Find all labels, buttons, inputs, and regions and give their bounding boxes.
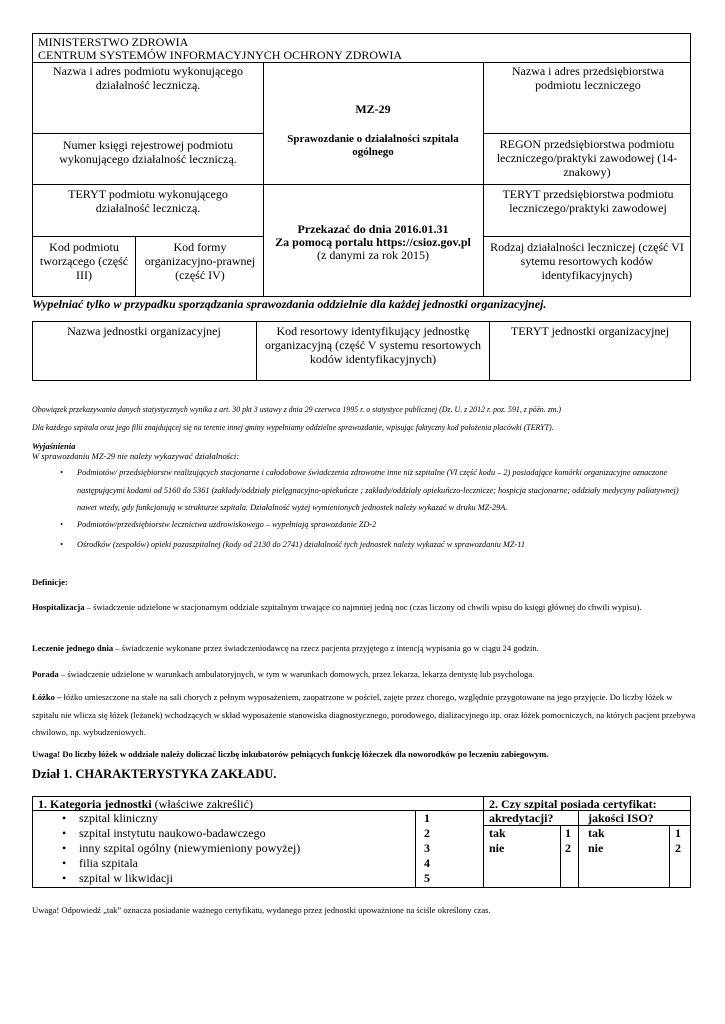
q2-title: 2. Czy szpital posiada certyfikat: <box>489 797 657 811</box>
header-divider <box>32 62 691 63</box>
category-code[interactable]: 1 <box>424 811 430 825</box>
header-vline-right <box>483 62 484 297</box>
portal-text: Za pomocą portalu https://csioz.gov.pl <box>275 235 471 249</box>
section1-title: Dział 1. CHARAKTERYSTYKA ZAKŁADU. <box>32 767 277 781</box>
left-hline-1 <box>32 133 263 134</box>
obligation-text: Obowiązek przekazywania danych statystycznych wynika z art. 30 pkt 3 ustawy z dnia 29 czerwca 1995 r. o statystyce publicznej (Dz. U. z 2012 r. poz. 591, z późn. zm.) <box>32 405 562 414</box>
definition-one-day <box>32 640 696 658</box>
iso-yes[interactable]: tak <box>588 826 605 840</box>
register-book-number-label: Numer księgi rejestrowej podmiotu wykonującego działalność leczniczą. <box>59 138 237 166</box>
form-code: MZ-29 <box>355 102 391 116</box>
q1-note: (właściwe zakreślić) <box>151 797 253 811</box>
enterprise-name-address-label: Nazwa i adres przedsiębiorstwa podmiotu leczniczego <box>511 64 665 92</box>
category-options <box>62 811 412 886</box>
category-code[interactable]: 4 <box>424 856 430 870</box>
definition-term: Łóżko – <box>32 692 64 702</box>
category-option-clinical[interactable]: • szpital kliniczny <box>62 811 412 826</box>
beds-warning: Uwaga! Do liczby łóżek w oddziale należy doliczać liczbę inkubatorów pełniących funkcję łóżeczek dla noworodków po leczeniu zabiegowym. <box>32 749 549 759</box>
s1-vline-iso <box>578 810 579 888</box>
enterprise-teryt-label: TERYT przedsiębiorstwa podmiotu leczniczego/praktyki zawodowej <box>502 187 674 215</box>
form-title: Sprawozdanie o działalności szpitala ogólnego <box>287 133 459 158</box>
entity-teryt-label: TERYT podmiotu wykonującego działalność leczniczą. <box>68 187 228 215</box>
definition-text: – świadczenie wykonane przez świadczeniodawcę na rzecz pacjenta przyjętego z intencją wypisania go w ciągu 24 godzin. <box>113 643 539 653</box>
definitions-title: Definicje: <box>32 577 68 587</box>
creator-code-label: Kod podmiotu tworzącego (część III) <box>39 240 129 282</box>
category-option-liquidation[interactable]: • szpital w likwidacji <box>62 871 412 886</box>
unit-vline-1 <box>256 321 257 381</box>
category-option-branch[interactable]: • filia szpitala <box>62 856 412 871</box>
category-code[interactable]: 3 <box>424 841 430 855</box>
explanations-intro: W sprawozdaniu MZ-29 nie należy wykazywać działalności: <box>32 451 240 461</box>
left-hline-2 <box>32 184 263 185</box>
unit-note: Wypełniać tylko w przypadku sporządzania sprawozdania oddzielnie dla każdej jednostki organizacyjnej. <box>32 297 547 311</box>
accreditation-no[interactable]: nie <box>489 841 505 855</box>
entity-name-address-label: Nazwa i adres podmiotu wykonującego działalność leczniczą. <box>53 64 243 92</box>
category-code[interactable]: 5 <box>424 871 430 885</box>
accreditation-code-no[interactable]: 2 <box>565 841 571 855</box>
definition-hospitalization <box>32 599 696 617</box>
right-hline-2 <box>483 184 691 185</box>
explanation-item: • Podmiotów/przedsiębiorstw lecznictwa uzdrowiskowego – wypełniają sprawozdanie ZD-2 <box>60 516 694 534</box>
iso-no[interactable]: nie <box>588 841 604 855</box>
right-hline-1 <box>483 133 691 134</box>
activity-kind-label: Rodzaj działalności leczniczej (część VI sytemu resortowych kodów identyfikacyjnych) <box>490 240 684 282</box>
unit-name-label: Nazwa jednostki organizacyjnej <box>67 324 221 338</box>
each-hospital-text: Dla każdego szpitala oraz jego filii znajdującej się na terenie innej gminy wypełniamy oddzielne sprawozdanie, wpisując faktyczny kod położenia placówki (TERYT). <box>32 423 554 432</box>
legal-form-code-label: Kod formy organizacyjno-prawnej (część IV) <box>144 240 256 282</box>
definition-term: Leczenie jednego dnia <box>32 643 114 653</box>
s1-vline-iso-code <box>669 825 670 888</box>
category-codes <box>424 811 430 886</box>
explanations-list <box>60 464 694 554</box>
center-name: CENTRUM SYSTEMÓW INFORMACYJNYCH OCHRONY ZDROWIA <box>38 48 403 62</box>
iso-code-yes[interactable]: 1 <box>675 826 681 840</box>
ministry-name: MINISTERSTWO ZDROWIA <box>38 35 189 49</box>
s1-vline-acc-code <box>560 825 561 888</box>
deadline-text: Przekazać do dnia 2016.01.31 <box>297 222 449 236</box>
s1-vline-q2 <box>483 796 484 888</box>
q1-header <box>38 797 253 811</box>
explanation-item: • Ośrodków (zespołów) opieki pozaszpitalnej (kody od 2130 do 2741) działalność tych jednostek należy wykazać w sprawozdaniu MZ-11 <box>60 536 694 554</box>
regon-label: REGON przedsiębiorstwa podmiotu leczniczego/praktyki zawodowej (14-znakowy) <box>496 137 678 179</box>
definition-term: Porada <box>32 669 59 679</box>
definition-text: – świadczenie udzielone w stacjonarnym oddziale szpitalnym trwające co najmniej jedną noc (czas liczony od chwili wpisu do księgi głównej do chwili wypisu). <box>84 602 642 612</box>
right-hline-3 <box>483 236 691 237</box>
definition-bed <box>32 689 696 742</box>
accreditation-yes[interactable]: tak <box>489 826 506 840</box>
definition-text: – świadczenie udzielone w warunkach ambulatoryjnych, w tym w warunkach domowych, przez lekarza, lekarza dentystę lub psychologa. <box>58 669 535 679</box>
accreditation-label: akredytacji? <box>489 811 554 825</box>
iso-code-no[interactable]: 2 <box>675 841 681 855</box>
certificate-note: Uwaga! Odpowiedź „tak” oznacza posiadanie ważnego certyfikatu, wydanego przez jednostki upoważnione na ściśle określony czas. <box>32 905 491 915</box>
category-code[interactable]: 2 <box>424 826 430 840</box>
q1-title: 1. Kategoria jednostki <box>38 797 152 811</box>
explanation-item: • Podmiotów/ przedsiębiorstw realizujących stacjonarne i całodobowe świadczenia zdrowotne inne niż szpitalne (VI część kodu – 2) posiadające komórki organizacyjne oznaczone następującymi kodami od 5160 do 5361 (zakłady/oddziały pielęgnacyjno-opiekuńcze ; zakłady/oddziały opiekuńczo-lecznicze; hospicja stacjonarne; oddziały medycyny paliatywnej) nawet wtedy, gdy funkcjonują w strukturze szpitala. Działalność wyżej wymienionych jednostek należy wykazać w druku MZ-29A. <box>60 464 694 517</box>
category-option-research-institute[interactable]: • szpital instytutu naukowo-badawczego <box>62 826 412 841</box>
s1-q2-sub-hline <box>483 825 691 826</box>
iso-label: jakości ISO? <box>588 811 654 825</box>
explanations-title: Wyjaśnienia <box>32 441 76 451</box>
unit-vline-2 <box>489 321 490 381</box>
definition-advice <box>32 666 696 684</box>
definition-text: łóżko umieszczone na stałe na sali chorych z pełnym wyposażeniem, zaopatrzone w pościel, zajęte przez chorego, względnie przygotowane na jego przyjęcie. Do liczby łóżek w szpitalu nie wlicza się łóżek (leżanek) wchodzących w skład wyposażenie stanowiska diagnostycznego, porodowego, dializacyjnego itp. oraz łóżek pomocniczych, na których pacjent przebywa chwilowo, np. wybudzeniowych. <box>32 692 696 737</box>
middle-hline <box>263 184 483 185</box>
unit-teryt-label: TERYT jednostki organizacyjnej <box>510 324 670 338</box>
category-option-other-general[interactable]: • inny szpital ogólny (niewymieniony powyżej) <box>62 841 412 856</box>
left-hline-3 <box>32 236 263 237</box>
definition-term: Hospitalizacja <box>32 602 85 612</box>
s1-vline-options <box>415 810 416 888</box>
year-note: (z danymi za rok 2015) <box>317 248 429 262</box>
accreditation-code-yes[interactable]: 1 <box>565 826 571 840</box>
unit-code-label: Kod resortowy identyfikujący jednostkę organizacyjną (część V systemu resortowych kodów identyfikacyjnych) <box>265 324 481 366</box>
left-vline-codes <box>135 236 136 297</box>
